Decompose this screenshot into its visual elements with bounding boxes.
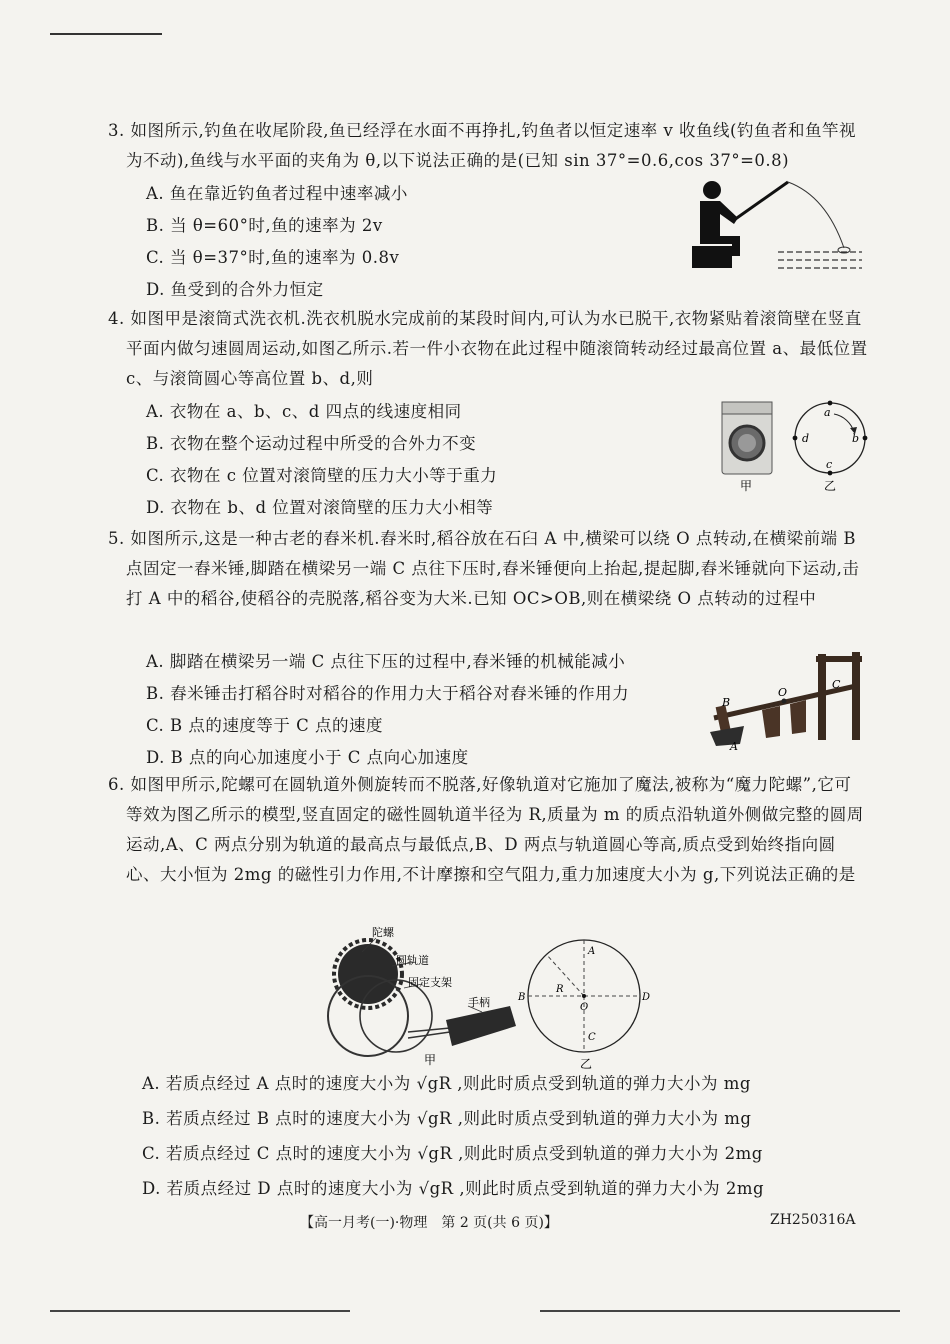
- q4-option-d: D. 衣物在 b、d 位置对滚筒壁的压力大小相等: [146, 498, 494, 517]
- label-yuanguidao: 圆轨道: [396, 954, 429, 967]
- q5-option-b: B. 舂米锤击打稻谷时对稻谷的作用力大于稻谷对舂米锤的作用力: [146, 684, 630, 703]
- q5-option-c: C. B 点的速度等于 C 点的速度: [146, 716, 384, 735]
- label-guding: 固定支架: [408, 976, 452, 989]
- label-a: a: [824, 406, 831, 419]
- q4-option-c: C. 衣物在 c 位置对滚筒壁的压力大小等于重力: [146, 466, 498, 485]
- label-B-6: B: [518, 992, 526, 1003]
- q3-option-b: B. 当 θ=60°时,鱼的速率为 2v: [146, 216, 383, 235]
- q3-option-a: A. 鱼在靠近钓鱼者过程中速率减小: [146, 184, 408, 203]
- washing-machine-figure: [718, 398, 874, 494]
- question-6: [108, 770, 868, 890]
- fishing-line: [788, 182, 844, 248]
- bottom-rule-right: [540, 1310, 900, 1312]
- question-5-stem: 5. 如图所示,这是一种古老的舂米机.舂米时,稻谷放在石臼 A 中,横梁可以绕 O 点转动,在横梁前端 B 点固定一舂米锤,脚踏在横梁另一端 C 点往下压时,舂米锤便向上抬起,提起脚,舂米锤就向下运动,击打 A 中的稻谷,使稻谷的壳脱落,稻谷变为大米.已知 OC>OB,则在横梁绕 O 点转动的过程中: [108, 529, 860, 608]
- magic-top-figure: [318, 924, 651, 1071]
- question-3-stem: 3. 如图所示,钓鱼在收尾阶段,鱼已经浮在水面不再挣扎,钓鱼者以恒定速率 v 收鱼线(钓鱼者和鱼竿视为不动),鱼线与水平面的夹角为 θ,以下说法正确的是(已知 sin 37°=0.6,cos 37°=0.8): [108, 121, 856, 170]
- page-footer: 【高一月考(一)·物理 第 2 页(共 6 页)】: [300, 1215, 558, 1231]
- q6-option-b: B. 若质点经过 B 点时的速度大小为 √gR ,则此时质点受到轨道的弹力大小为 mg: [142, 1109, 752, 1128]
- rice-pounder-figure: [706, 646, 870, 754]
- fig-jia-label-6: 甲: [424, 1053, 437, 1067]
- track-diagram: [528, 940, 640, 1052]
- question-4-stem: 4. 如图甲是滚筒式洗衣机.洗衣机脱水完成前的某段时间内,可认为水已脱干,衣物紧贴着滚筒壁在竖直平面内做匀速圆周运动,如图乙所示.若一件小衣物在此过程中随滚筒转动经过最高位置 a、最低位置 c、与滚筒圆心等高位置 b、d,则: [108, 309, 868, 388]
- q6-option-a: A. 若质点经过 A 点时的速度大小为 √gR ,则此时质点受到轨道的弹力大小为 mg: [142, 1074, 751, 1093]
- label-O-6: O: [580, 1002, 589, 1013]
- label-c: c: [826, 458, 833, 471]
- label-tuoluo: 陀螺: [372, 926, 394, 939]
- seat-icon: [692, 246, 732, 268]
- label-b: b: [852, 432, 860, 445]
- water-surface: [778, 252, 862, 268]
- label-shoubing: 手柄: [468, 996, 490, 1009]
- q4-option-a: A. 衣物在 a、b、c、d 四点的线速度相同: [146, 402, 462, 421]
- q5-option-d: D. B 点的向心加速度小于 C 点向心加速度: [146, 748, 469, 767]
- question-6-stem: 6. 如图甲所示,陀螺可在圆轨道外侧旋转而不脱落,好像轨道对它施加了魔法,被称为“魔力陀螺”,它可等效为图乙所示的模型,竖直固定的磁性圆轨道半径为 R,质量为 m 的质点沿轨道外侧做完整的圆周运动,A、C 两点分别为轨道的最高点与最低点,B、D 两点与轨道圆心等高,质点受到始终指向圆心、大小恒为 2mg 的磁性引力作用,不计摩擦和空气阻力,重力加速度大小为 g,下列说法正确的是: [108, 775, 864, 884]
- fishing-rod: [734, 182, 788, 220]
- fig-yi-label-6: 乙: [580, 1057, 593, 1071]
- label-O: O: [778, 686, 788, 699]
- label-D-6: D: [642, 992, 651, 1003]
- question-5: [108, 524, 868, 614]
- q6-option-c: C. 若质点经过 C 点时的速度大小为 √gR ,则此时质点受到轨道的弹力大小为 2mg: [142, 1144, 763, 1163]
- q4-option-b: B. 衣物在整个运动过程中所受的合外力不变: [146, 434, 477, 453]
- q5-option-a: A. 脚踏在横梁另一端 C 点往下压的过程中,舂米锤的机械能减小: [146, 652, 626, 671]
- label-B: B: [722, 696, 731, 709]
- fisherman-head-icon: [703, 181, 721, 199]
- label-A-6: A: [588, 946, 596, 957]
- paper-code: ZH250316A: [770, 1212, 856, 1228]
- question-4: [108, 304, 868, 394]
- label-C: C: [832, 678, 841, 691]
- q6-option-d: D. 若质点经过 D 点时的速度大小为 √gR ,则此时质点受到轨道的弹力大小为 2mg: [142, 1179, 765, 1198]
- fig-yi-label: 乙: [824, 479, 837, 493]
- q3-option-d: D. 鱼受到的合外力恒定: [146, 280, 324, 299]
- question-3: [108, 116, 868, 176]
- rotation-arrow: [834, 414, 854, 432]
- mortar-icon: [710, 726, 744, 746]
- q3-option-c: C. 当 θ=37°时,鱼的速率为 0.8v: [146, 248, 400, 267]
- label-C-6: C: [588, 1032, 596, 1043]
- fishing-figure: [686, 176, 866, 272]
- bottom-rule-left: [50, 1310, 350, 1312]
- label-d: d: [802, 432, 810, 445]
- fig-jia-label: 甲: [740, 479, 753, 493]
- label-A: A: [730, 740, 738, 753]
- label-R-6: R: [556, 984, 564, 995]
- top-rule: [50, 33, 162, 35]
